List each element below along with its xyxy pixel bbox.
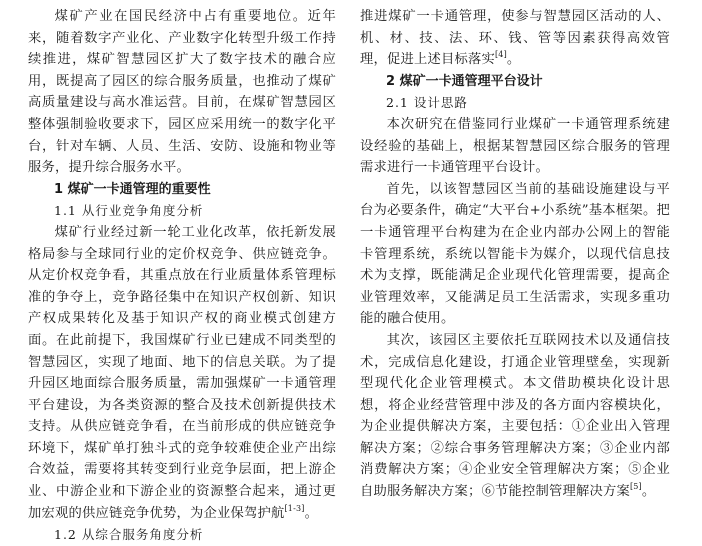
left-column xyxy=(28,6,336,546)
citation-5: [5] xyxy=(629,482,642,492)
continued-end: 。 xyxy=(506,52,521,68)
citation-1-3: [1-3] xyxy=(284,503,305,513)
section-1-1-paragraph xyxy=(28,222,336,524)
citation-4: [4] xyxy=(494,50,507,60)
section-1-1-heading: 1.1 从行业竞争角度分析 xyxy=(54,203,204,219)
section-2-1-paragraph-c xyxy=(360,330,670,503)
section-2-1-c-end: 。 xyxy=(641,484,656,500)
section-2-1-paragraph-a: 本次研究在借鉴同行业煤矿一卡通管理系统建设经验的基础上，根据某智慧园区综合服务的管理需求进行一卡通管理平台设计。 xyxy=(360,116,670,176)
section-2-1-c-text: 其次，该园区主要依托互联网技术以及通信技术，完成信息化建设，打通企业管理壁垒，实现新型现代化企业管理模式。本文借助模块化设计思想，将企业经营管理中涉及的各方面内容模块化，为企业提供解决方案，主要包括：①企业出入管理解决方案；②综合事务管理解决方案；③企业内部消费解决方案；④企业安全管理解决方案；⑤企业自助服务解决方案；⑥节能控制管理解决方案 xyxy=(360,332,670,500)
section-2-1-heading: 2.1 设计思路 xyxy=(386,95,468,111)
intro-paragraph: 煤矿产业在国民经济中占有重要地位。近年来，随着数字产业化、产业数字化转型升级工作持续推进，煤矿智慧园区扩大了数字技术的融合应用，既提高了园区的综合服务质量，也推动了煤矿高质量建设与高水准运营。目前，在煤矿智慧园区整体强制验收要求下，园区应采用统一的数字化平台，针对车辆、人员、生活、安防、设施和物业等服务，提升综合服务水平。 xyxy=(28,9,336,176)
section-1-1-end: 。 xyxy=(304,505,319,521)
section-2-heading: 2 煤矿一卡通管理平台设计 xyxy=(386,73,543,89)
continued-paragraph xyxy=(360,6,670,71)
section-1-heading: 1 煤矿一卡通管理的重要性 xyxy=(54,181,211,197)
section-2-1-paragraph-b: 首先，以该智慧园区当前的基础设施建设与平台为必要条件，确定“大平台+小系统”基本框架。把一卡通管理平台构建为在企业内部办公网上的智能卡管理系统，系统以智能卡为媒介，以现代信息技术为支撑，既能满足企业现代化管理需要，提高企业管理效率，又能满足员工生活需求，实现多重功能的融合使用。 xyxy=(360,181,670,327)
section-1-1-text: 煤矿行业经过新一轮工业化改革，依托新发展格局参与全球同行业的定价权竞争、供应链竞争。从定价权竞争看，其重点放在行业质量体系管理标准的争夺上，竞争路径集中在知识产权创新、知识产权成果转化及基于知识产权的商业模式创建方面。在此前提下，我国煤矿行业已建成不同类型的智慧园区，实现了地面、地下的信息关联。为了提升园区地面综合服务质量，需加强煤矿一卡通管理平台建设，为各类资源的整合及技术创新提供技术支持。从供应链竞争看，在当前形成的供应链竞争环境下，煤矿单打独斗式的竞争较难使企业产出综合效益，需要将其转变到行业竞争层面，把上游企业、中游企业和下游企业的资源整合起来，通过更加宏观的供应链竞争优势，为企业保驾护航 xyxy=(28,224,336,521)
section-1-2-heading: 1.2 从综合服务角度分析 xyxy=(54,527,204,543)
right-column xyxy=(360,6,670,503)
continued-text: 推进煤矿一卡通管理，使参与智慧园区活动的人、机、材、技、法、环、钱、管等因素获得高效管理，促进上述目标落实 xyxy=(360,9,670,68)
